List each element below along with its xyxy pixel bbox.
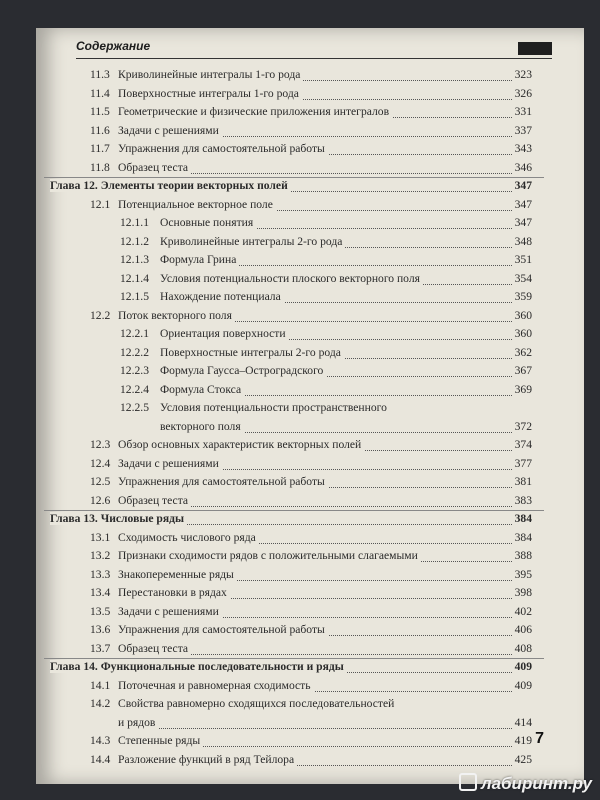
toc-chapter-entry (36, 660, 584, 678)
toc-page-number: 323 (514, 68, 532, 81)
toc-page-number: 383 (514, 493, 532, 507)
toc-entry-number: 13.1 (90, 530, 111, 544)
toc-entry (36, 531, 584, 549)
toc-page-number: 331 (514, 105, 532, 118)
toc-entry-title: Условия потенциальности пространственного (160, 401, 390, 414)
toc-entry-title: Разложение функций в ряд Тейлора (118, 753, 297, 766)
toc-entry-number: 12.5 (90, 475, 111, 488)
toc-entry-title: Поверхностные интегралы 2-го рода (160, 346, 344, 359)
toc-page-number: 402 (514, 604, 532, 618)
toc-entry (36, 401, 584, 419)
toc-entry-number: 11.4 (90, 86, 110, 100)
chapter-rule (44, 658, 544, 659)
toc-entry-number: 12.2.5 (120, 401, 149, 414)
toc-entry-number: 12.2.4 (120, 382, 149, 396)
toc-entry-number: 13.3 (90, 567, 111, 581)
toc-entry (36, 753, 584, 771)
toc-entry-number: 11.8 (90, 160, 110, 174)
toc-entry-title: Условия потенциальности плоского векторного поля (160, 272, 423, 285)
toc-entry (36, 124, 584, 142)
toc-page-number: 409 (514, 678, 532, 692)
toc-entry (36, 475, 584, 493)
toc-entry-title: Криволинейные интегралы 1-го рода (118, 68, 303, 81)
toc-entry-title: Образец теста (118, 161, 191, 174)
toc-page-number: 343 (514, 142, 532, 155)
toc-page-number: 384 (514, 512, 532, 525)
toc-entry-number: 12.1.3 (120, 253, 149, 266)
toc-entry-title: Криволинейные интегралы 2-го рода (160, 235, 345, 248)
toc-entry-title: Образец теста (118, 494, 191, 507)
dot-leader (118, 716, 512, 729)
toc-page-number: 406 (514, 623, 532, 636)
toc-entry (36, 568, 584, 586)
chapter-rule (44, 510, 544, 511)
toc-entry (36, 364, 584, 382)
toc-page-number: 360 (514, 327, 532, 340)
toc-page-number: 414 (514, 715, 532, 729)
toc-entry-title: Глава 13. Числовые ряды (50, 512, 187, 525)
toc-entry-number: 13.2 (90, 549, 111, 562)
toc-page-number: 347 (514, 179, 532, 192)
toc-page-number: 367 (514, 364, 532, 377)
toc-entry-number: 11.3 (90, 68, 110, 81)
toc-entry-title: Образец теста (118, 642, 191, 655)
toc-entry-title: Упражнения для самостоятельной работы (118, 623, 328, 636)
toc-entry (36, 253, 584, 271)
toc-page-number: 337 (514, 123, 532, 137)
toc-entry-title: Признаки сходимости рядов с положительными слагаемыми (118, 549, 421, 562)
toc-entry-number: 12.2 (90, 308, 111, 322)
toc-entry-title: Поток векторного поля (118, 309, 235, 322)
toc-entry (36, 346, 584, 364)
toc-entry (36, 309, 584, 327)
chapter-rule (44, 177, 544, 178)
toc-entry-title: Поверхностные интегралы 1-го рода (118, 87, 302, 100)
toc-entry (36, 290, 584, 308)
toc-page-number: 419 (514, 734, 532, 747)
toc-entry-number: 12.4 (90, 456, 111, 470)
toc-entry-number: 12.1.1 (120, 216, 149, 229)
toc-entry (36, 549, 584, 567)
watermark (459, 773, 592, 794)
toc-page-number: 326 (514, 86, 532, 100)
toc-entry (36, 142, 584, 160)
toc-page-number: 408 (514, 641, 532, 655)
toc-entry (36, 642, 584, 660)
toc-entry-number: 13.7 (90, 641, 111, 655)
toc-page-number: 347 (514, 197, 532, 211)
toc-entry-number: 14.2 (90, 697, 111, 710)
toc-page-number: 354 (514, 271, 532, 285)
toc-page-number: 395 (514, 567, 532, 581)
toc-entry-title: Упражнения для самостоятельной работы (118, 475, 328, 488)
toc-page-number: 346 (514, 160, 532, 174)
page-number: 7 (535, 730, 544, 747)
toc-entry (36, 697, 584, 715)
toc-entry-number: 12.2.2 (120, 345, 149, 359)
toc-page-number: 351 (514, 253, 532, 266)
toc-entry-number: 11.7 (90, 142, 110, 155)
toc-page-number: 369 (514, 382, 532, 396)
toc-page-number: 425 (514, 752, 532, 766)
toc-chapter-entry (36, 179, 584, 197)
toc-entry (36, 235, 584, 253)
toc-entry-number: 12.2.3 (120, 364, 149, 377)
toc-entry (36, 68, 584, 86)
toc-entry-number: 12.1.5 (120, 290, 149, 303)
toc-entry-title: Глава 14. Функциональные последовательности и ряды (50, 660, 347, 673)
toc-entry-number: 12.1.2 (120, 234, 149, 248)
toc-entry-title-line2: и рядов (118, 716, 158, 729)
toc-entry-number: 13.4 (90, 586, 111, 599)
toc-entry-title: Задачи с решениями (118, 457, 222, 470)
toc-page-number: 384 (514, 530, 532, 544)
toc-entry-number: 13.5 (90, 604, 111, 618)
toc-entry-title: Поточечная и равномерная сходимость (118, 679, 314, 692)
toc-entry-title: Знакопеременные ряды (118, 568, 237, 581)
toc-entry-number: 12.6 (90, 493, 111, 507)
toc-entry (36, 161, 584, 179)
toc-entry (36, 586, 584, 604)
toc-entry (36, 734, 584, 752)
toc-entry (36, 216, 584, 234)
toc-entry (36, 623, 584, 641)
toc-entry-number: 14.3 (90, 734, 111, 747)
toc-entry-title: Сходимость числового ряда (118, 531, 259, 544)
toc-page-number: 398 (514, 586, 532, 599)
toc-entry-number: 12.3 (90, 438, 111, 451)
toc-entry (36, 272, 584, 290)
toc-entry (36, 494, 584, 512)
toc-entry-continuation (36, 716, 584, 734)
toc-page-number: 360 (514, 308, 532, 322)
toc-page-number: 409 (514, 660, 532, 673)
table-of-contents (36, 28, 584, 766)
toc-entry-title: Глава 12. Элементы теории векторных полей (50, 179, 291, 192)
toc-entry-title: Степенные ряды (118, 734, 203, 747)
toc-entry (36, 327, 584, 345)
toc-entry-number: 12.1.4 (120, 271, 149, 285)
toc-entry-title: Ориентация поверхности (160, 327, 289, 340)
toc-page-number: 372 (514, 419, 532, 433)
toc-page-number: 359 (514, 290, 532, 303)
toc-entry-title: Свойства равномерно сходящихся последовательностей (118, 697, 397, 710)
toc-entry (36, 679, 584, 697)
toc-entry-title-line2: векторного поля (160, 420, 244, 433)
toc-page-number: 348 (514, 234, 532, 248)
toc-entry (36, 198, 584, 216)
toc-entry-title: Перестановки в рядах (118, 586, 230, 599)
toc-entry-title: Геометрические и физические приложения интегралов (118, 105, 392, 118)
toc-entry-title: Формула Гаусса–Остроградского (160, 364, 326, 377)
toc-entry-number: 14.4 (90, 752, 111, 766)
toc-entry (36, 87, 584, 105)
toc-page-number: 381 (514, 475, 532, 488)
toc-entry-number: 14.1 (90, 678, 111, 692)
toc-entry-title: Нахождение потенциала (160, 290, 284, 303)
toc-entry-title: Формула Стокса (160, 383, 244, 396)
toc-entry-title: Упражнения для самостоятельной работы (118, 142, 328, 155)
toc-entry-number: 12.1 (90, 197, 111, 211)
toc-entry-title: Потенциальное векторное поле (118, 198, 276, 211)
toc-entry (36, 457, 584, 475)
watermark-text: лабиринт.ру (481, 774, 592, 793)
toc-page-number: 377 (514, 456, 532, 470)
toc-entry-number: 11.6 (90, 123, 110, 137)
toc-entry-title: Формула Грина (160, 253, 239, 266)
toc-page-number: 374 (514, 438, 532, 451)
toc-entry-continuation (36, 420, 584, 438)
toc-entry-title: Задачи с решениями (118, 605, 222, 618)
toc-entry-title: Основные понятия (160, 216, 256, 229)
toc-page-number: 362 (514, 345, 532, 359)
header-title: Содержание (76, 39, 151, 53)
toc-entry-number: 13.6 (90, 623, 111, 636)
toc-entry-title: Задачи с решениями (118, 124, 222, 137)
toc-page-number: 347 (514, 216, 532, 229)
labirint-logo-icon (459, 773, 477, 791)
toc-chapter-entry (36, 512, 584, 530)
toc-entry (36, 383, 584, 401)
toc-page-number: 388 (514, 549, 532, 562)
toc-entry (36, 438, 584, 456)
toc-entry-number: 12.2.1 (120, 327, 149, 340)
book-page (36, 28, 584, 784)
toc-entry (36, 105, 584, 123)
toc-entry-title: Обзор основных характеристик векторных полей (118, 438, 364, 451)
toc-entry-number: 11.5 (90, 105, 110, 118)
toc-entry (36, 605, 584, 623)
